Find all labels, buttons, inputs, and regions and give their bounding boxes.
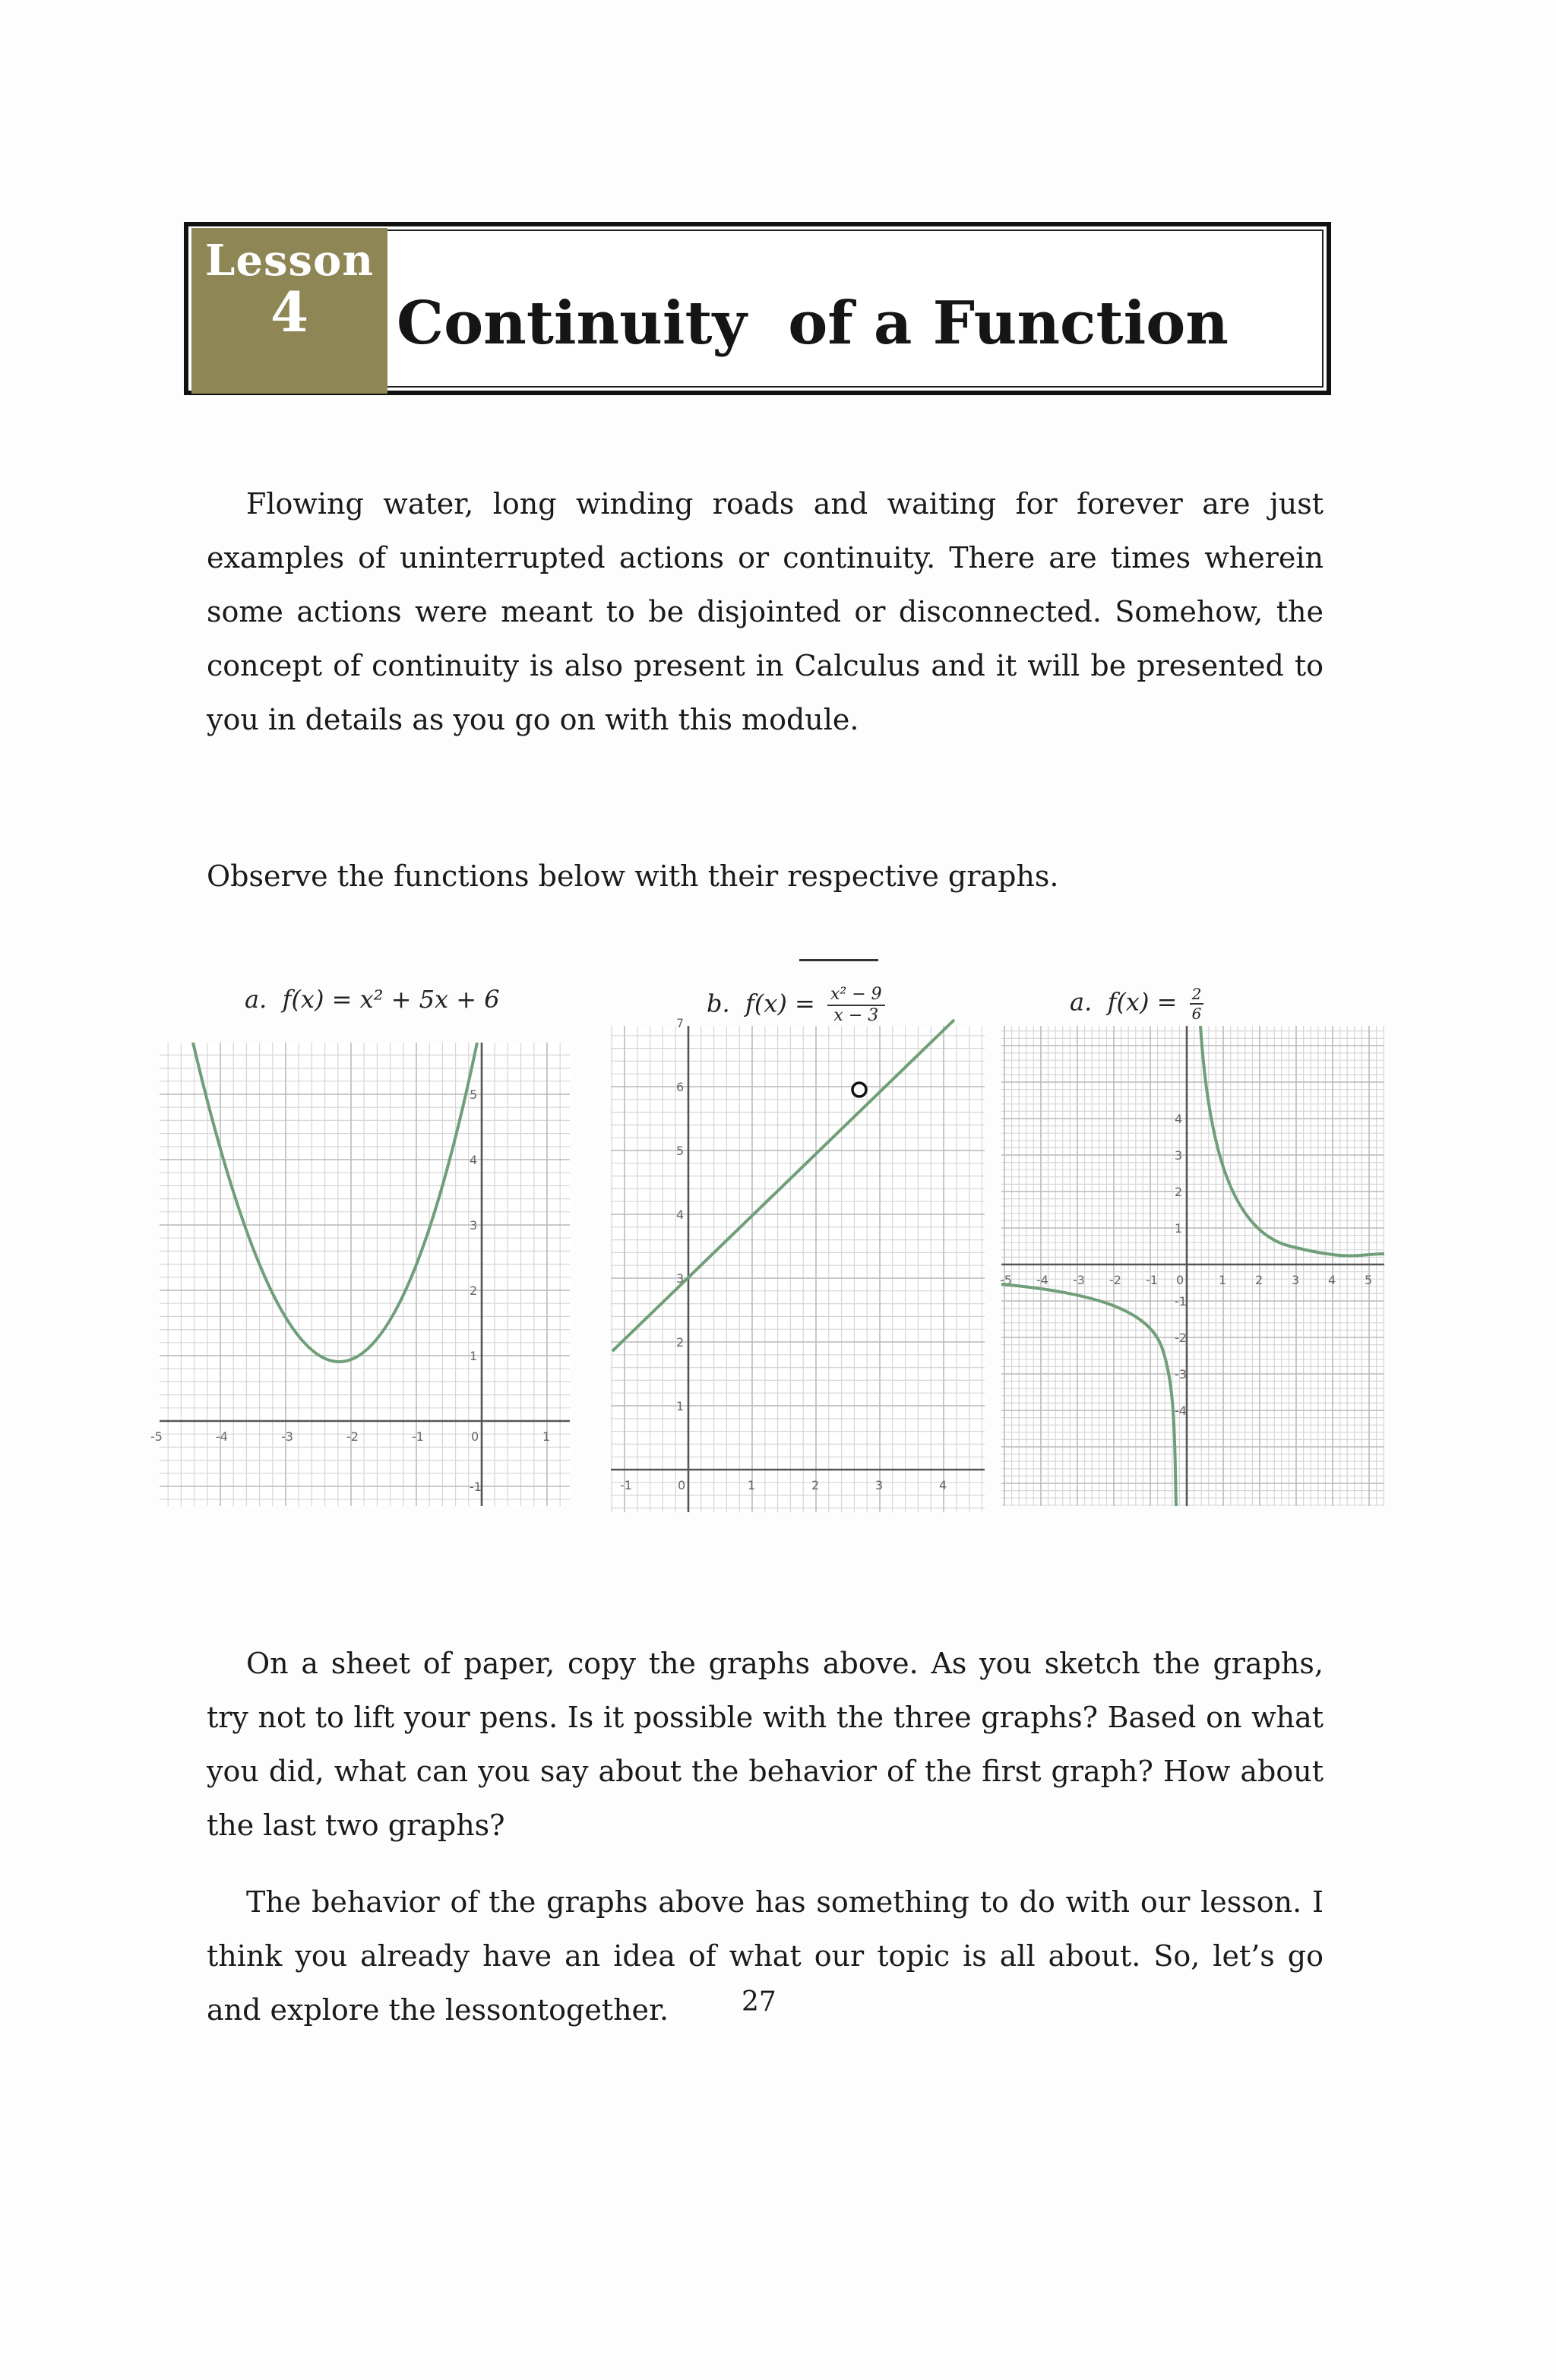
instruction-text-2: The behavior of the graphs above has something to do with our lesson. I think you already have an idea of what our topic is all about. So, let’s go and explore the lessontogether. [207, 1885, 1324, 2027]
y-tick-label: 7 [676, 1016, 685, 1030]
x-tick-label: -3 [1073, 1273, 1085, 1287]
y-tick-label: 5 [676, 1144, 685, 1158]
y-tick-label: 1 [676, 1399, 685, 1413]
y-tick-label: -3 [1175, 1367, 1187, 1381]
instruction-text-1: On a sheet of paper, copy the graphs above. As you sketch the graphs, try not to lift your pens. Is it possible with the three graphs? Based on what you did, what can you say about the behavior of the first graph? How about the last two graphs? [207, 1647, 1324, 1842]
x-tick-label: -1 [620, 1478, 632, 1492]
y-tick-label: 2 [470, 1283, 478, 1298]
x-tick-label: 0 [471, 1429, 479, 1444]
y-tick-label: 3 [470, 1218, 478, 1233]
y-tick-label: 1 [470, 1349, 478, 1363]
x-tick-label: -1 [412, 1429, 424, 1444]
y-tick-label: 5 [470, 1087, 478, 1102]
function-b-label [707, 985, 885, 1026]
function-b-lhs: f(x) = [745, 989, 815, 1018]
line-curve [612, 1020, 954, 1351]
lesson-number: 4 [270, 280, 309, 344]
instruction-paragraph-1 [207, 1637, 1324, 1853]
graph-hyperbola [1001, 1026, 1384, 1506]
intro-text: Flowing water, long winding roads and waiting for forever are just examples of uninterrupted actions or continuity. There are times wherein some actions were meant to be disjointed or disconnected. Somehow, the concept of continuity is also present in Calculus and it will be presented to you in details as you go on with this module. [207, 487, 1324, 736]
x-tick-label: -2 [346, 1429, 359, 1444]
lesson-tab [191, 228, 387, 394]
function-c-fraction [1190, 985, 1204, 1023]
y-tick-label: 2 [676, 1335, 685, 1350]
function-a-label [245, 985, 500, 1014]
grid [611, 1026, 985, 1512]
hole-point [852, 1083, 866, 1097]
function-c-label [1070, 985, 1203, 1023]
x-tick-label: -4 [1036, 1273, 1048, 1287]
function-c-denominator: 6 [1191, 1005, 1202, 1023]
function-c-numerator: 2 [1190, 985, 1204, 1005]
observe-line [207, 850, 1324, 904]
observe-text: Observe the functions below with their respective graphs. [207, 859, 1059, 893]
x-tick-label: 3 [875, 1478, 884, 1492]
y-tick-label: 4 [676, 1207, 685, 1222]
function-c-letter: a. [1070, 987, 1093, 1017]
lesson-title: Continuity of a Function [397, 289, 1229, 358]
x-tick-label: 1 [542, 1429, 551, 1444]
x-tick-label: -1 [1146, 1273, 1158, 1287]
x-tick-label: -3 [281, 1429, 293, 1444]
x-tick-label: -5 [150, 1429, 163, 1444]
x-tick-label: -4 [216, 1429, 228, 1444]
x-tick-label: 5 [1365, 1273, 1373, 1287]
x-tick-label: -2 [1109, 1273, 1121, 1287]
function-b-denominator: x − 3 [833, 1006, 879, 1025]
y-tick-label: -2 [1175, 1331, 1187, 1345]
x-tick-label: 4 [939, 1478, 947, 1492]
grid [1001, 1026, 1384, 1506]
function-b-fraction [827, 985, 885, 1026]
y-tick-label: 3 [1175, 1148, 1183, 1163]
function-c-lhs: f(x) = [1107, 987, 1178, 1017]
y-tick-label: 3 [676, 1271, 685, 1286]
y-tick-label: -1 [1175, 1294, 1187, 1309]
x-tick-label: 0 [678, 1478, 686, 1492]
x-tick-label: 4 [1328, 1273, 1336, 1287]
intro-paragraph [207, 477, 1324, 747]
graph-parabola [150, 1043, 570, 1506]
x-tick-label: 2 [1255, 1273, 1263, 1287]
x-tick-label: -5 [1000, 1273, 1012, 1287]
page-number: 27 [742, 1986, 776, 2018]
y-tick-label: 1 [1175, 1221, 1183, 1236]
x-tick-label: 3 [1292, 1273, 1300, 1287]
lesson-label: Lesson [204, 236, 375, 286]
function-a-expression: f(x) = x² + 5x + 6 [282, 985, 500, 1014]
parabola-curve [193, 1043, 477, 1362]
y-tick-label: 4 [470, 1153, 478, 1167]
y-tick-label: 4 [1175, 1112, 1183, 1126]
y-tick-label: 6 [676, 1080, 685, 1094]
function-a-letter: a. [245, 985, 267, 1014]
function-b-numerator: x² − 9 [827, 985, 885, 1006]
x-tick-label: 1 [748, 1478, 756, 1492]
function-b-letter: b. [707, 989, 730, 1018]
x-tick-label: 2 [811, 1478, 820, 1492]
x-tick-label: 0 [1176, 1273, 1184, 1287]
y-tick-label: -1 [470, 1480, 482, 1494]
overline-mark [799, 959, 878, 961]
x-tick-label: 1 [1219, 1273, 1227, 1287]
graph-line-with-hole [611, 1016, 985, 1512]
y-tick-label: -4 [1175, 1404, 1187, 1418]
y-tick-label: 2 [1175, 1185, 1183, 1199]
